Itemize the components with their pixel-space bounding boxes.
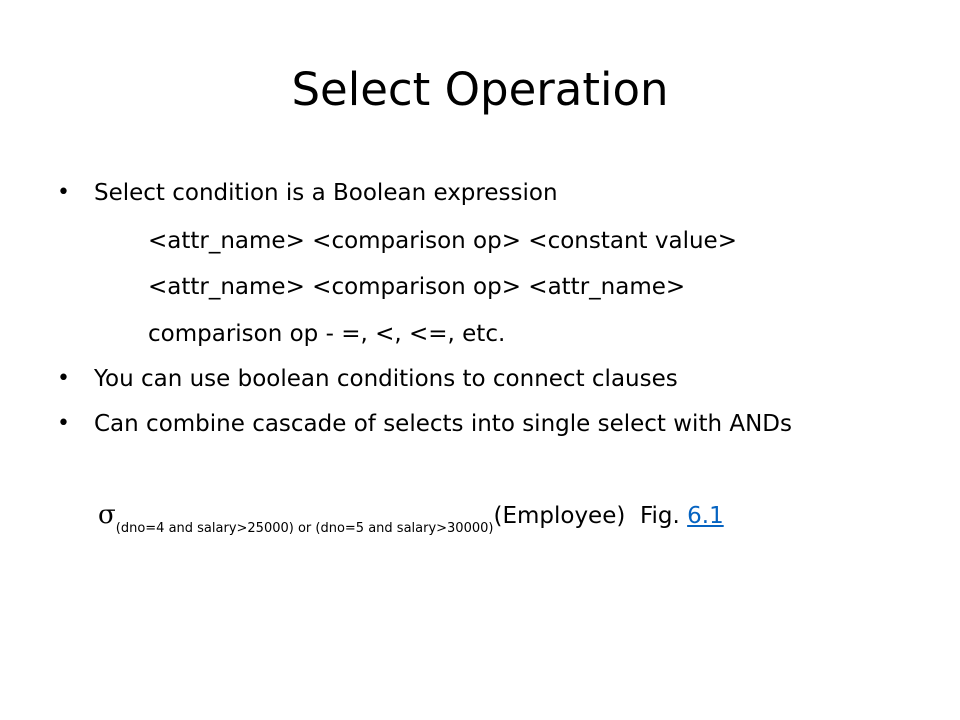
formula-relation: (Employee) xyxy=(493,503,626,529)
bullet-item-cascade-selects: Can combine cascade of selects into single select with ANDs xyxy=(94,411,792,437)
figure-prefix: Fig. xyxy=(639,503,680,529)
bullet-marker: • xyxy=(57,411,70,436)
bullet-marker: • xyxy=(57,366,70,391)
slide-title: Select Operation xyxy=(291,63,669,116)
bullet-item-select-condition: Select condition is a Boolean expression xyxy=(94,180,558,206)
sub-item-attr-form: <attr_name> <comparison op> <attr_name> xyxy=(148,274,686,300)
sub-item-constant-form: <attr_name> <comparison op> <constant value> xyxy=(148,228,737,254)
bullet-item-boolean-conditions: You can use boolean conditions to connect clauses xyxy=(94,366,678,392)
bullet-marker: • xyxy=(57,180,70,205)
figure-link[interactable]: 6.1 xyxy=(687,503,724,529)
formula-subscript: (dno=4 and salary>25000) or (dno=5 and salary>30000) xyxy=(115,521,494,536)
select-formula xyxy=(98,500,724,535)
sub-item-comparison-ops: comparison op - =, <, <=, etc. xyxy=(148,321,506,347)
sigma-symbol: σ xyxy=(98,500,116,530)
